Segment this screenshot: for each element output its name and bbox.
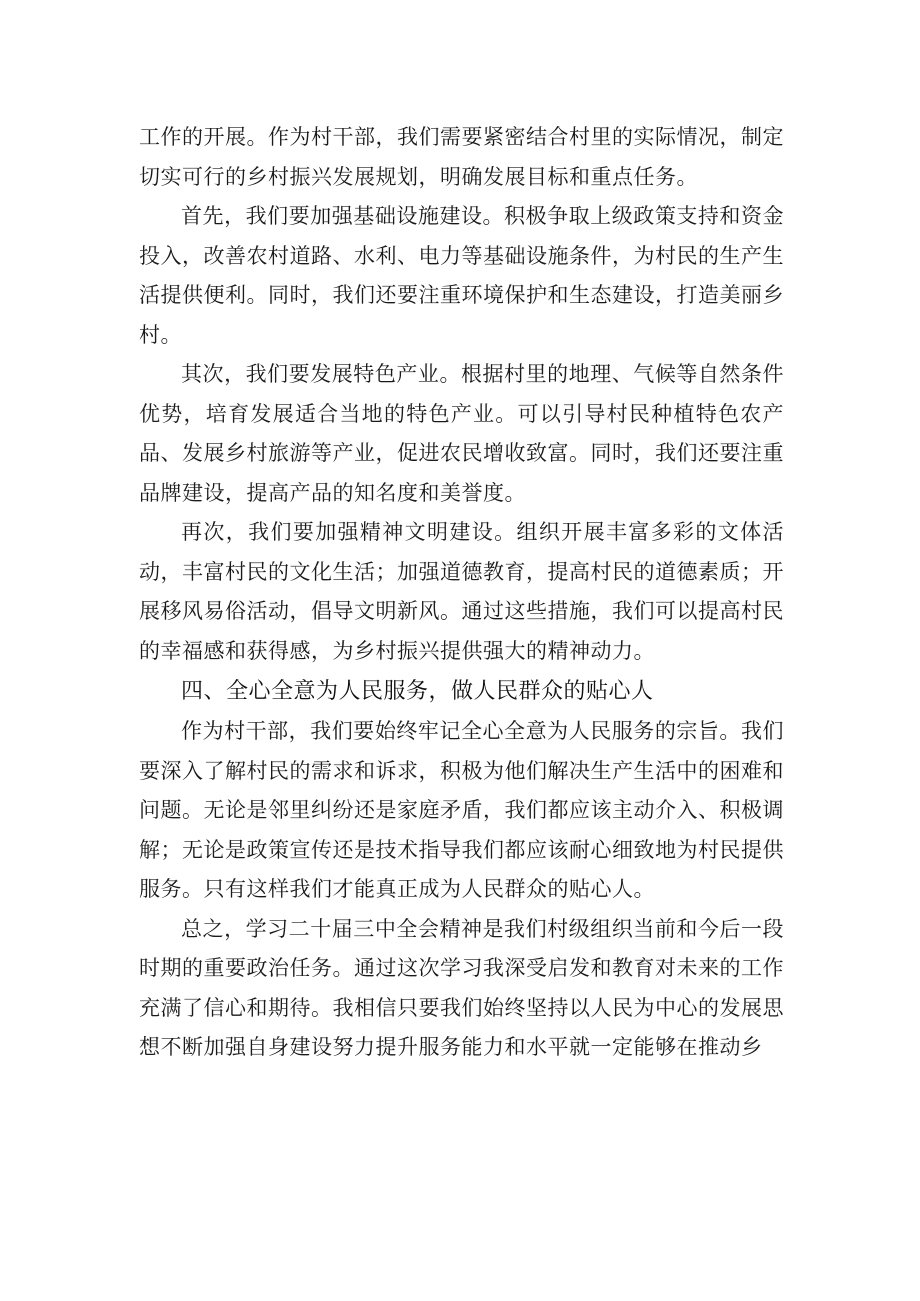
section-heading: 四、全心全意为人民服务，做人民群众的贴心人 bbox=[181, 679, 654, 704]
document-body bbox=[139, 118, 784, 1068]
paragraph-civilization: 再次，我们要加强精神文明建设。组织开展丰富多彩的文体活动，丰富村民的文化生活；加强道德教育，提高村民的道德素质；开展移风易俗活动，倡导文明新风。通过这些措施，我们可以提高村民的幸福感和获得感，为乡村振兴提供强大的精神动力。 bbox=[139, 520, 784, 663]
paragraph-continuation: 工作的开展。作为村干部，我们需要紧密结合村里的实际情况，制定切实可行的乡村振兴发展规划，明确发展目标和重点任务。 bbox=[139, 125, 784, 189]
paragraph-industry: 其次，我们要发展特色产业。根据村里的地理、气候等自然条件优势，培育发展适合当地的特色产业。可以引导村民种植特色农产品、发展乡村旅游等产业，促进农民增收致富。同时，我们还要注重品牌建设，提高产品的知名度和美誉度。 bbox=[139, 362, 784, 505]
paragraph-conclusion: 总之，学习二十届三中全会精神是我们村级组织当前和今后一段时期的重要政治任务。通过这次学习我深受启发和教育对未来的工作充满了信心和期待。我相信只要我们始终坚持以人民为中心的发展思想不断加强自身建设努力提升服务能力和水平就一定能够在推动乡 bbox=[139, 916, 784, 1059]
paragraph-serve-people: 作为村干部，我们要始终牢记全心全意为人民服务的宗旨。我们要深入了解村民的需求和诉求，积极为他们解决生产生活中的困难和问题。无论是邻里纠纷还是家庭矛盾，我们都应该主动介入、积极调解；无论是政策宣传还是技术指导我们都应该耐心细致地为村民提供服务。只有这样我们才能真正成为人民群众的贴心人。 bbox=[139, 719, 784, 901]
paragraph-infrastructure: 首先，我们要加强基础设施建设。积极争取上级政策支持和资金投入，改善农村道路、水利、电力等基础设施条件，为村民的生产生活提供便利。同时，我们还要注重环境保护和生态建设，打造美丽乡村。 bbox=[139, 204, 784, 347]
